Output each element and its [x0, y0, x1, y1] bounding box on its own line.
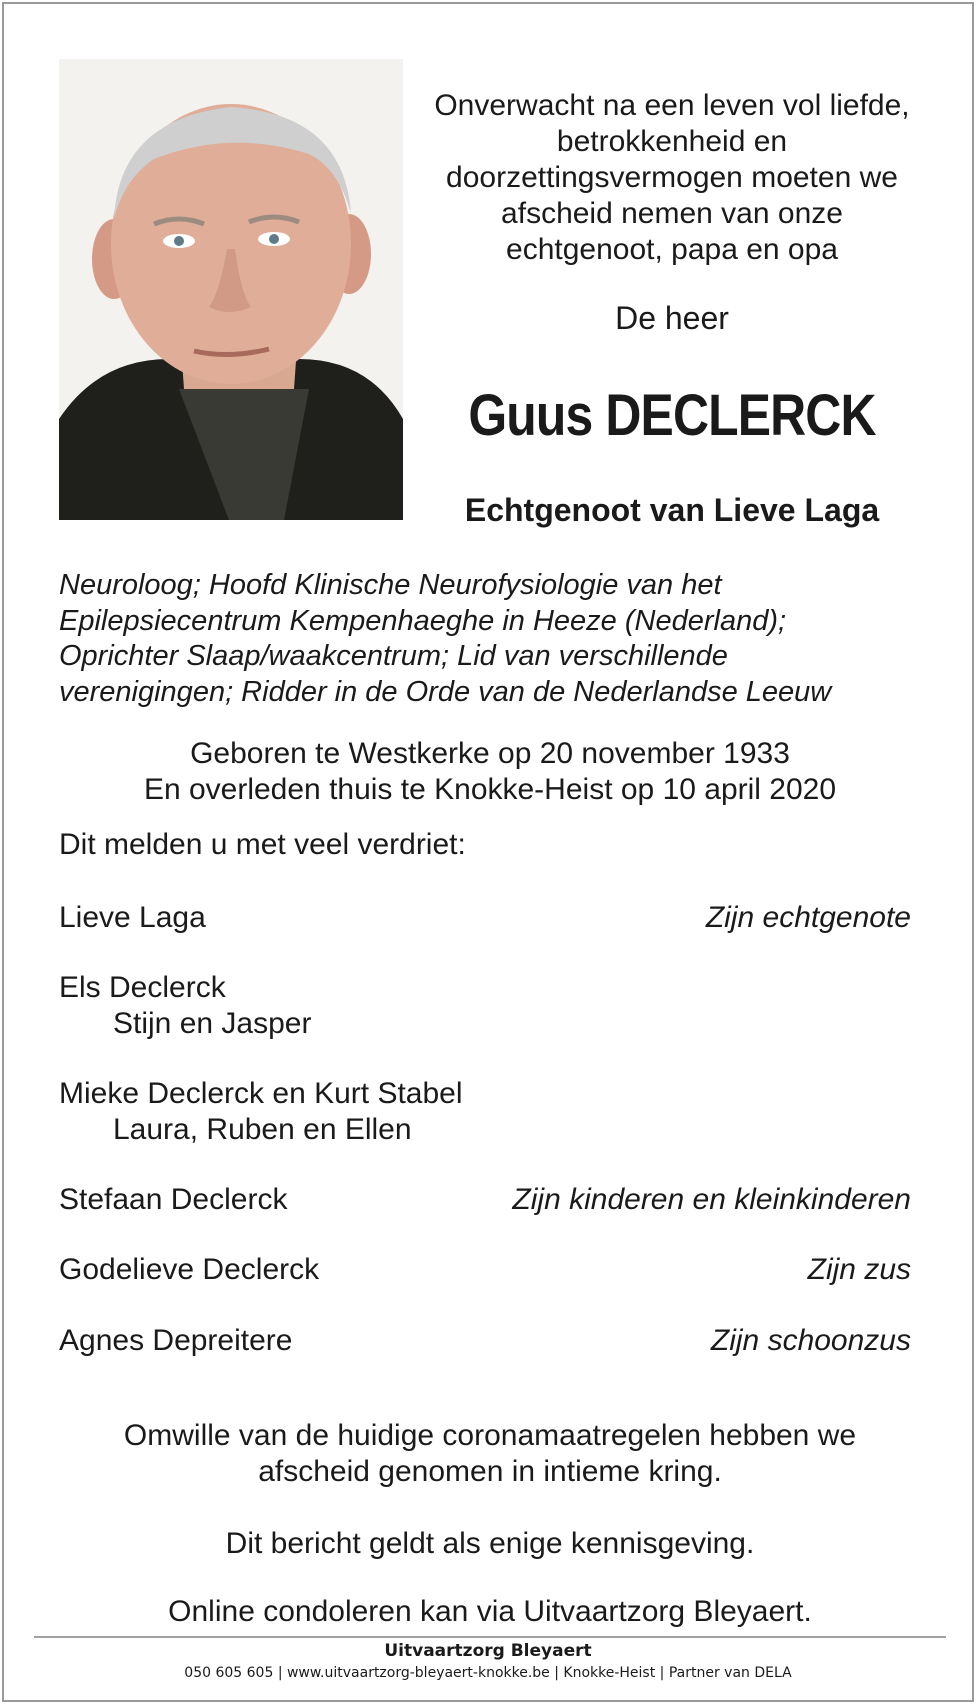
- family-relation: Zijn schoonzus: [710, 1324, 911, 1357]
- birth-line: Geboren te Westkerke op 20 november 1933: [190, 737, 790, 770]
- intro-line: afscheid nemen van onze: [501, 197, 843, 230]
- family-sub: Stijn en Jasper: [113, 1007, 312, 1040]
- family-name: Mieke Declerck en Kurt Stabel: [59, 1077, 463, 1110]
- announcement: Dit melden u met veel verdriet:: [59, 828, 466, 861]
- occupation-text: [59, 568, 939, 710]
- intro-line: echtgenoot, papa en opa: [506, 233, 838, 266]
- family-row: [59, 1252, 911, 1288]
- intro-text: [420, 88, 924, 268]
- footer-info: 050 605 605 | www.uitvaartzorg-bleyaert-knokke.be | Knokke-Heist | Partner van DELA: [184, 1665, 792, 1681]
- footer-company: Uitvaartzorg Bleyaert: [384, 1641, 592, 1661]
- intro-line: betrokkenheid en: [556, 125, 788, 158]
- spouse-line: Echtgenoot van Lieve Laga: [464, 492, 880, 528]
- corona-text: [59, 1418, 921, 1490]
- family-name: Godelieve Declerck: [59, 1253, 320, 1286]
- family-row: [59, 970, 911, 1042]
- death-line: En overleden thuis te Knokke-Heist op 10 april 2020: [143, 773, 837, 806]
- family-name: Els Declerck: [59, 971, 226, 1004]
- portrait-photo: [59, 59, 403, 520]
- family-relation: Zijn echtgenote: [705, 901, 911, 934]
- family-row: [59, 900, 911, 936]
- family-row: [59, 1182, 911, 1218]
- family-sub: Laura, Ruben en Ellen: [113, 1113, 412, 1146]
- notice-text: Dit bericht geldt als enige kennisgeving.: [225, 1527, 755, 1560]
- deceased-name: Guus DECLERCK: [468, 383, 876, 448]
- title-prefix: De heer: [615, 300, 729, 336]
- corona-line: Omwille van de huidige coronamaatregelen hebben we: [123, 1419, 857, 1452]
- family-row: [59, 1076, 911, 1148]
- family-name: Lieve Laga: [59, 901, 206, 934]
- intro-line: Onverwacht na een leven vol liefde,: [434, 89, 910, 122]
- family-relation: Zijn zus: [807, 1253, 911, 1286]
- birth-death-text: [59, 736, 921, 808]
- occupation-line: verenigingen; Ridder in de Orde van de Nederlandse Leeuw: [59, 675, 832, 708]
- family-row: [59, 1323, 911, 1359]
- occupation-line: Neuroloog; Hoofd Klinische Neurofysiologie van het: [59, 569, 722, 601]
- footer-divider: [34, 1636, 946, 1638]
- corona-line: afscheid genomen in intieme kring.: [258, 1455, 722, 1488]
- family-name: Agnes Depreitere: [59, 1324, 293, 1357]
- family-relation: Zijn kinderen en kleinkinderen: [512, 1183, 911, 1216]
- occupation-line: Oprichter Slaap/waakcentrum; Lid van verschillende: [59, 640, 728, 672]
- condolence-text: Online condoleren kan via Uitvaartzorg Bleyaert.: [168, 1595, 812, 1628]
- intro-line: doorzettingsvermogen moeten we: [446, 161, 898, 194]
- family-name: Stefaan Declerck: [59, 1183, 288, 1216]
- occupation-line: Epilepsiecentrum Kempenhaeghe in Heeze (Nederland);: [59, 604, 787, 637]
